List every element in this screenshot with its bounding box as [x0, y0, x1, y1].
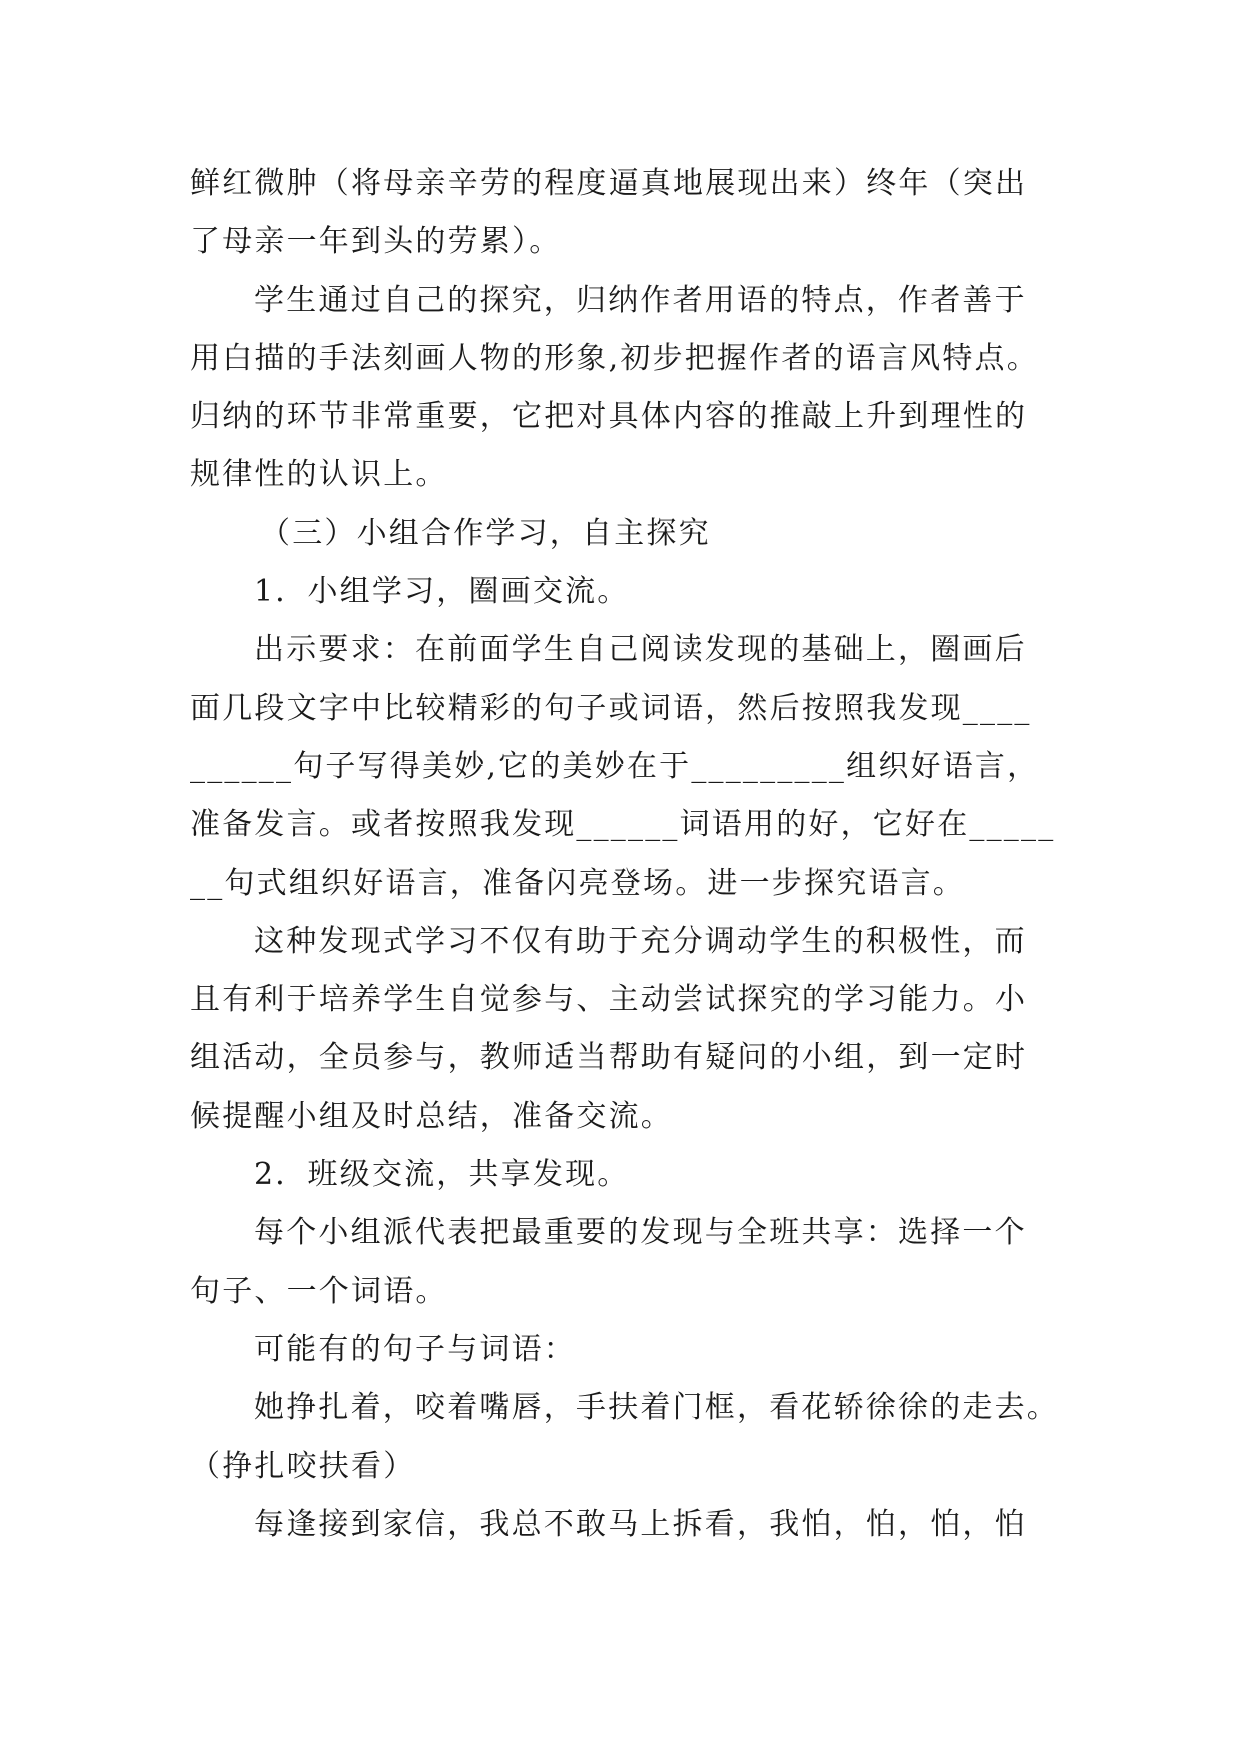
text-line: 且有利于培养学生自觉参与、主动尝试探究的学习能力。小 — [190, 982, 1028, 1018]
quoted-sentence: 每逢接到家信，我总不敢马上拆看，我怕，怕，怕，怕 — [254, 1506, 1027, 1542]
text-line: 了母亲一年到头的劳累）。 — [190, 224, 562, 260]
text-line: 候提醒小组及时总结，准备交流。 — [190, 1098, 673, 1134]
text-line: __句式组织好语言，准备闪亮登场。进一步探究语言。 — [190, 865, 965, 901]
text-line: 归纳的环节非常重要，它把对具体内容的推敲上升到理性的 — [190, 399, 1028, 435]
text-line: 组活动，全员参与，教师适当帮助有疑问的小组，到一定时 — [190, 1040, 1028, 1076]
document-body — [190, 155, 1062, 1554]
text-line: 鲜红微肿（将母亲辛劳的程度逼真地展现出来）终年（突出 — [190, 166, 1028, 201]
section-heading: （三）小组合作学习，自主探究 — [260, 515, 711, 551]
text-line: 用白描的手法刻画人物的形象,初步把握作者的语言风特点。 — [190, 340, 1039, 376]
text-line: 句子、一个词语。 — [190, 1273, 448, 1309]
text-line: 准备发言。或者按照我发现______词语用的好，它好在_____ — [190, 807, 1056, 843]
text-line: （挣扎咬扶看） — [190, 1448, 416, 1484]
paragraph-start: 可能有的句子与词语： — [254, 1331, 576, 1367]
numbered-item: 1．小组学习，圈画交流。 — [254, 574, 630, 610]
text-line: 规律性的认识上。 — [190, 457, 448, 493]
text-line: 面几段文字中比较精彩的句子或词语，然后按照我发现____ — [190, 690, 1032, 726]
paragraph-start: 出示要求：在前面学生自己阅读发现的基础上，圈画后 — [254, 632, 1027, 668]
text-line: ______句子写得美妙,它的美妙在于_________组织好语言， — [190, 748, 1040, 784]
quoted-sentence: 她挣扎着，咬着嘴唇，手扶着门框，看花轿徐徐的走去。 — [254, 1390, 1059, 1426]
paragraph-start: 每个小组派代表把最重要的发现与全班共享：选择一个 — [254, 1215, 1027, 1251]
numbered-item: 2．班级交流，共享发现。 — [254, 1157, 630, 1193]
paragraph-start: 这种发现式学习不仅有助于充分调动学生的积极性，而 — [254, 923, 1027, 959]
paragraph-start: 学生通过自己的探究，归纳作者用语的特点，作者善于 — [254, 282, 1027, 318]
